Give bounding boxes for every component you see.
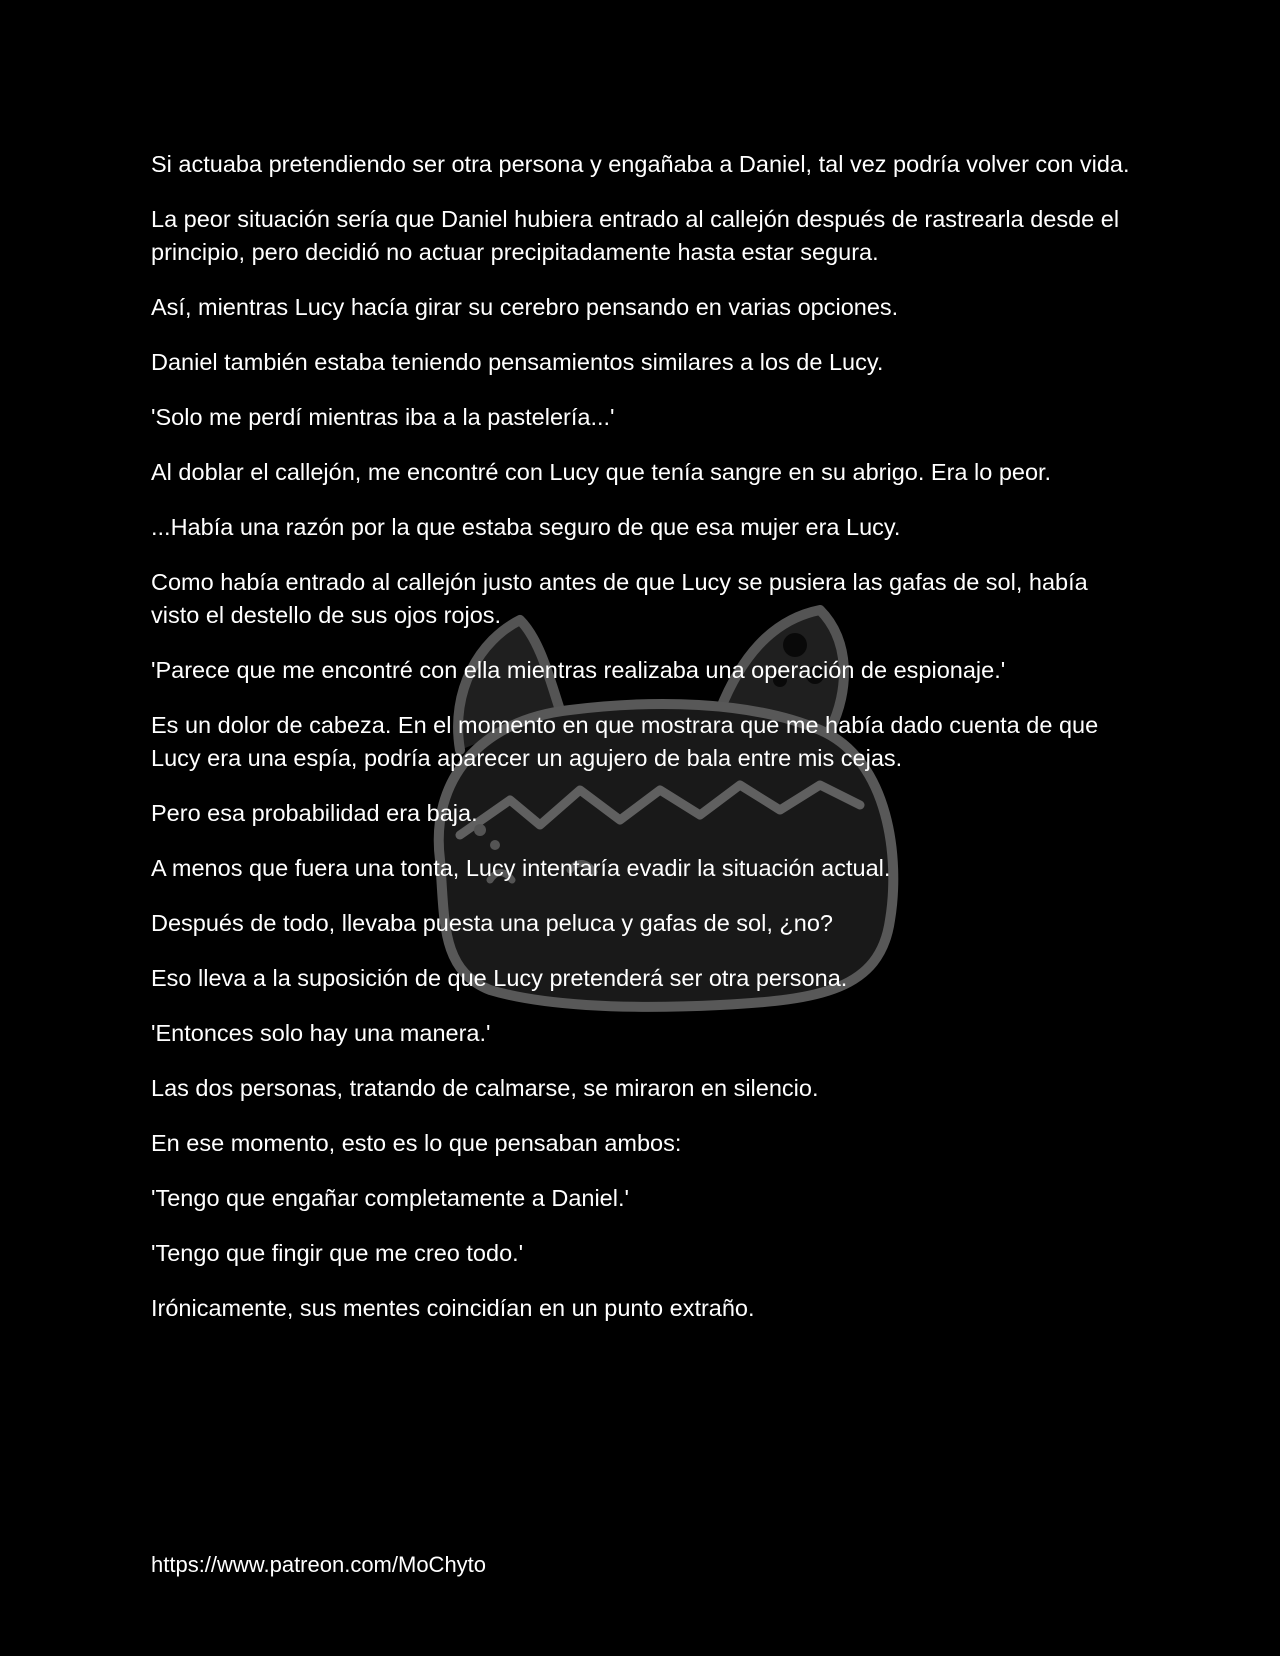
paragraph: Después de todo, llevaba puesta una peluca y gafas de sol, ¿no? bbox=[151, 910, 833, 936]
paragraph: Irónicamente, sus mentes coincidían en un punto extraño. bbox=[151, 1295, 755, 1321]
paragraph: A menos que fuera una tonta, Lucy intentaría evadir la situación actual. bbox=[151, 855, 891, 881]
patreon-link[interactable]: https://www.patreon.com/MoChyto bbox=[151, 1552, 487, 1577]
paragraph: 'Entonces solo hay una manera.' bbox=[151, 1020, 491, 1046]
paragraph: Eso lleva a la suposición de que Lucy pretenderá ser otra persona. bbox=[151, 965, 848, 991]
paragraph: Daniel también estaba teniendo pensamientos similares a los de Lucy. bbox=[151, 349, 884, 375]
paragraph: Pero esa probabilidad era baja. bbox=[151, 800, 478, 826]
paragraph: Como había entrado al callejón justo antes de que Lucy se pusiera las gafas de sol, había visto el destello de sus ojos rojos. bbox=[151, 569, 1088, 628]
paragraph: ...Había una razón por la que estaba seguro de que esa mujer era Lucy. bbox=[151, 514, 901, 540]
story-text bbox=[151, 148, 1141, 1347]
paragraph: 'Tengo que engañar completamente a Daniel.' bbox=[151, 1185, 629, 1211]
paragraph: En ese momento, esto es lo que pensaban ambos: bbox=[151, 1130, 682, 1156]
paragraph: 'Solo me perdí mientras iba a la pastelería...' bbox=[151, 404, 615, 430]
paragraph: 'Tengo que fingir que me creo todo.' bbox=[151, 1240, 524, 1266]
paragraph: La peor situación sería que Daniel hubiera entrado al callejón después de rastrearla desde el principio, pero decidió no actuar precipitadamente hasta estar segura. bbox=[151, 206, 1120, 265]
paragraph: Las dos personas, tratando de calmarse, se miraron en silencio. bbox=[151, 1075, 819, 1101]
paragraph: Así, mientras Lucy hacía girar su cerebro pensando en varias opciones. bbox=[151, 294, 899, 320]
paragraph: Si actuaba pretendiendo ser otra persona y engañaba a Daniel, tal vez podría volver con vida. bbox=[151, 151, 1130, 177]
paragraph: 'Parece que me encontré con ella mientras realizaba una operación de espionaje.' bbox=[151, 657, 1006, 683]
paragraph: Es un dolor de cabeza. En el momento en que mostrara que me había dado cuenta de que Lucy era una espía, podría aparecer un agujero de bala entre mis cejas. bbox=[151, 712, 1099, 771]
paragraph: Al doblar el callejón, me encontré con Lucy que tenía sangre en su abrigo. Era lo peor. bbox=[151, 459, 1052, 485]
